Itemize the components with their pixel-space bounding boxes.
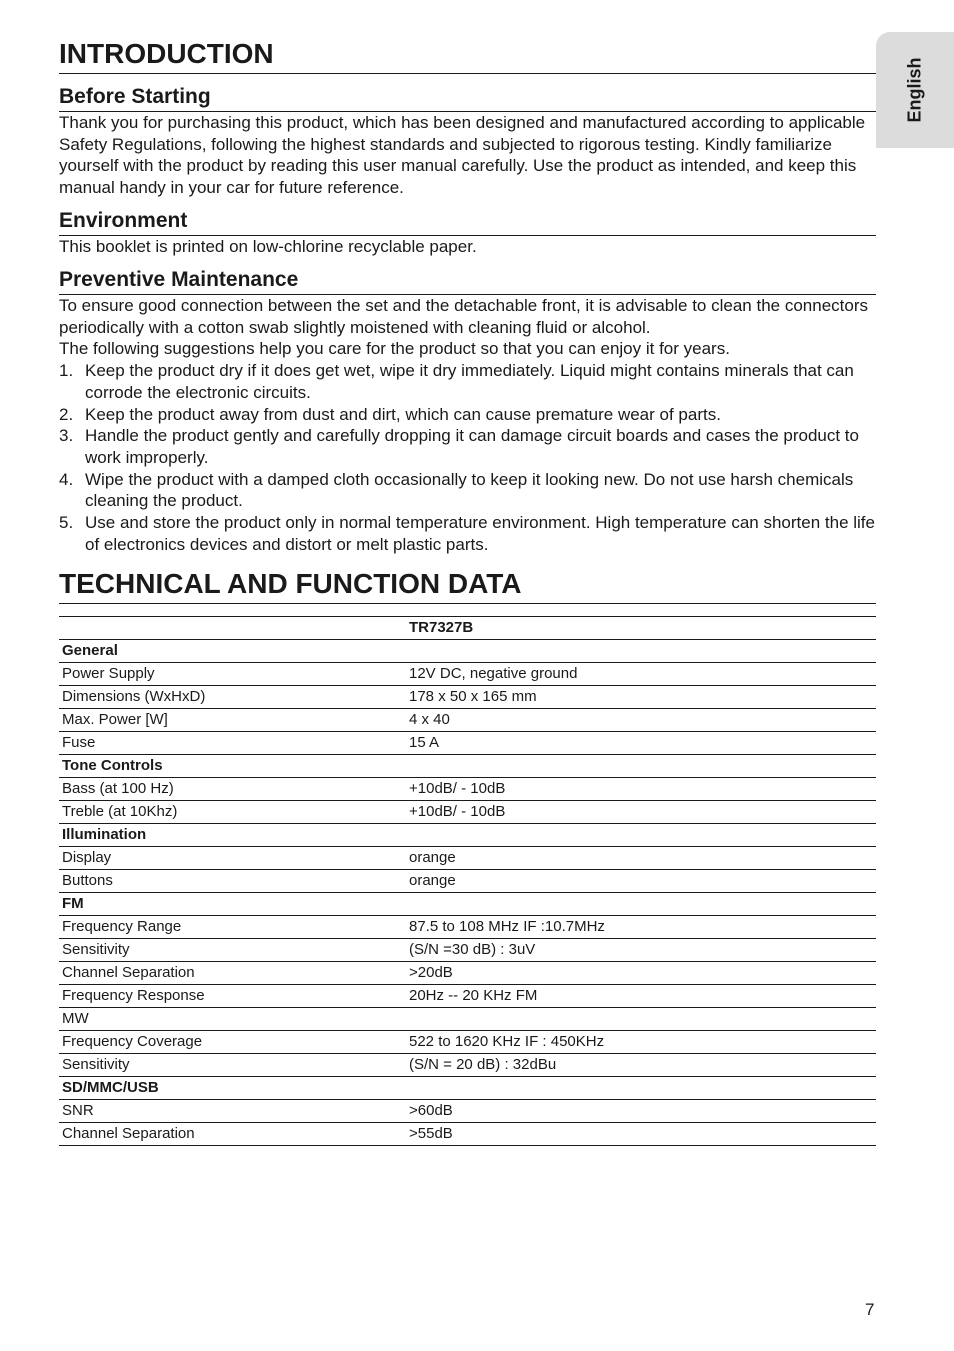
spec-value-cell [406, 755, 876, 778]
spec-label-cell: Power Supply [59, 663, 406, 686]
spec-value-cell: >20dB [406, 962, 876, 985]
list-item-text: Keep the product dry if it does get wet, wipe it dry immediately. Liquid might contains minerals that can corrode the electronic circuits. [85, 361, 854, 402]
table-row [59, 939, 876, 962]
spec-value-cell [406, 824, 876, 847]
spec-value-cell: 4 x 40 [406, 709, 876, 732]
before-starting-section [59, 84, 876, 199]
list-item [59, 360, 876, 403]
language-tab [876, 32, 954, 148]
spec-label-cell: Frequency Response [59, 985, 406, 1008]
table-group-row [59, 640, 876, 663]
spec-value-cell: 12V DC, negative ground [406, 663, 876, 686]
spec-label-cell: Sensitivity [59, 1054, 406, 1077]
spec-label-cell: Dimensions (WxHxD) [59, 686, 406, 709]
spec-label-cell: Buttons [59, 870, 406, 893]
header-model-cell: TR7327B [406, 617, 876, 640]
maintenance-intro-2: The following suggestions help you care for the product so that you can enjoy it for years. [59, 339, 730, 359]
spec-table [59, 616, 876, 1146]
spec-label-cell: Sensitivity [59, 939, 406, 962]
table-row [59, 686, 876, 709]
table-row [59, 732, 876, 755]
spec-value-cell: 178 x 50 x 165 mm [406, 686, 876, 709]
table-row [59, 1123, 876, 1146]
spec-value-cell: (S/N =30 dB) : 3uV [406, 939, 876, 962]
list-item-text: Use and store the product only in normal temperature environment. High temperature can shorten the life of electronics devices and distort or melt plastic parts. [85, 513, 875, 554]
spec-label-cell: Frequency Range [59, 916, 406, 939]
table-row [59, 1008, 876, 1031]
language-tab-label: English [904, 57, 925, 123]
list-item [59, 469, 876, 512]
spec-value-cell: +10dB/ - 10dB [406, 801, 876, 824]
before-starting-body: Thank you for purchasing this product, which has been designed and manufactured according to applicable Safety Regulations, following the highest standards and subjected to rigorous testing. Kindly familiarize yourself with the product by reading this user manual carefully. Use the product as intended, and keep this manual handy in your car for future reference. [59, 113, 866, 198]
spec-value-cell: 15 A [406, 732, 876, 755]
spec-value-cell: orange [406, 870, 876, 893]
header-label-cell [59, 617, 406, 640]
table-row [59, 1054, 876, 1077]
spec-value-cell [406, 893, 876, 916]
list-item-text: Handle the product gently and carefully dropping it can damage circuit boards and cases the product to work improperly. [85, 426, 859, 467]
list-item-number: 2. [59, 404, 74, 424]
spec-label-cell: General [59, 640, 406, 663]
list-item [59, 425, 876, 468]
spec-label-cell: Channel Separation [59, 962, 406, 985]
table-group-row [59, 893, 876, 916]
list-item-number: 1. [59, 361, 74, 381]
spec-value-cell: 522 to 1620 KHz IF : 450KHz [406, 1031, 876, 1054]
table-row [59, 962, 876, 985]
introduction-title: INTRODUCTION [59, 38, 876, 74]
page-number: 7 [865, 1300, 875, 1319]
spec-label-cell: Frequency Coverage [59, 1031, 406, 1054]
spec-value-cell: (S/N = 20 dB) : 32dBu [406, 1054, 876, 1077]
spec-value-cell: >60dB [406, 1100, 876, 1123]
list-item [59, 404, 876, 426]
table-row [59, 1031, 876, 1054]
technical-title: TECHNICAL AND FUNCTION DATA [59, 568, 876, 604]
environment-body: This booklet is printed on low-chlorine recyclable paper. [59, 237, 477, 256]
table-row [59, 847, 876, 870]
spec-label-cell: FM [59, 893, 406, 916]
spec-label-cell: SNR [59, 1100, 406, 1123]
spec-label-cell: Bass (at 100 Hz) [59, 778, 406, 801]
spec-label-cell: Treble (at 10Khz) [59, 801, 406, 824]
maintenance-list [59, 360, 876, 555]
maintenance-heading: Preventive Maintenance [59, 267, 876, 295]
table-group-row [59, 824, 876, 847]
list-item [59, 512, 876, 555]
spec-label-cell: Illumination [59, 824, 406, 847]
spec-label-cell: Channel Separation [59, 1123, 406, 1146]
environment-heading: Environment [59, 208, 876, 236]
spec-value-cell [406, 640, 876, 663]
environment-section [59, 208, 876, 258]
table-row [59, 985, 876, 1008]
spec-value-cell [406, 1008, 876, 1031]
spec-value-cell: orange [406, 847, 876, 870]
spec-label-cell: MW [59, 1008, 406, 1031]
table-row [59, 778, 876, 801]
maintenance-section [59, 267, 876, 555]
table-group-row [59, 755, 876, 778]
table-row [59, 916, 876, 939]
table-header-row [59, 617, 876, 640]
before-starting-heading: Before Starting [59, 84, 876, 112]
table-row [59, 1100, 876, 1123]
spec-label-cell: Tone Controls [59, 755, 406, 778]
table-row [59, 801, 876, 824]
spec-label-cell: SD/MMC/USB [59, 1077, 406, 1100]
list-item-text: Wipe the product with a damped cloth occasionally to keep it looking new. Do not use harsh chemicals cleaning the product. [85, 469, 854, 511]
list-item-number: 3. [59, 426, 74, 446]
list-item-number: 4. [59, 469, 74, 489]
spec-label-cell: Max. Power [W] [59, 709, 406, 732]
spec-label-cell: Fuse [59, 732, 406, 755]
table-group-row [59, 1077, 876, 1100]
spec-value-cell [406, 1077, 876, 1100]
spec-value-cell: >55dB [406, 1123, 876, 1146]
maintenance-intro-1: To ensure good connection between the set and the detachable front, it is advisable to clean the connectors periodically with a cotton swab slightly moistened with cleaning fluid or alcohol. [59, 296, 868, 337]
spec-value-cell: 20Hz -- 20 KHz FM [406, 985, 876, 1008]
list-item-number: 5. [59, 513, 74, 533]
list-item-text: Keep the product away from dust and dirt, which can cause premature wear of parts. [85, 404, 721, 424]
table-row [59, 709, 876, 732]
spec-value-cell: 87.5 to 108 MHz IF :10.7MHz [406, 916, 876, 939]
table-row [59, 663, 876, 686]
spec-label-cell: Display [59, 847, 406, 870]
table-row [59, 870, 876, 893]
spec-value-cell: +10dB/ - 10dB [406, 778, 876, 801]
